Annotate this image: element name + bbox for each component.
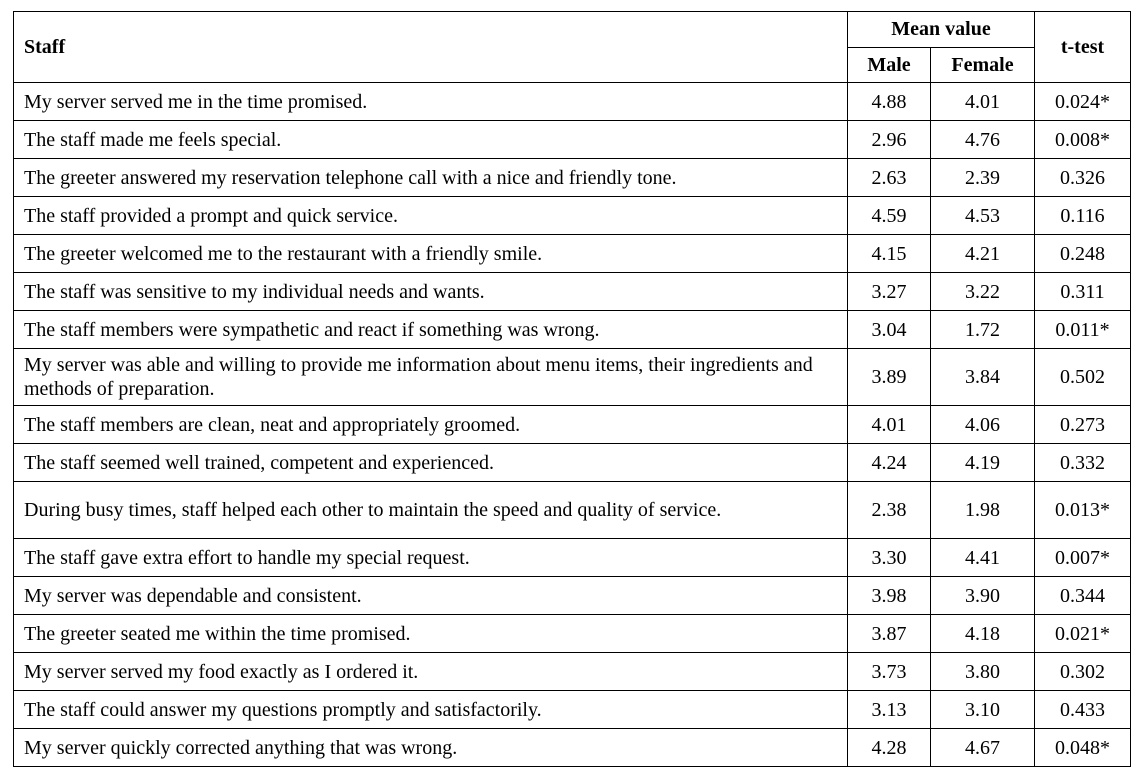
row-t-test: 0.007*	[1035, 539, 1131, 577]
row-item: The staff members are clean, neat and appropriately groomed.	[14, 406, 848, 444]
row-female: 4.67	[931, 729, 1035, 767]
row-item: The greeter seated me within the time promised.	[14, 615, 848, 653]
row-male: 3.98	[848, 577, 931, 615]
row-female: 4.19	[931, 444, 1035, 482]
row-item: The staff members were sympathetic and react if something was wrong.	[14, 311, 848, 349]
row-t-test: 0.502	[1035, 349, 1131, 406]
row-female: 4.06	[931, 406, 1035, 444]
header-female: Female	[931, 47, 1035, 83]
row-t-test: 0.048*	[1035, 729, 1131, 767]
row-male: 2.38	[848, 482, 931, 539]
row-t-test: 0.024*	[1035, 83, 1131, 121]
staff-mean-value-table	[13, 11, 1131, 767]
row-item: The staff made me feels special.	[14, 121, 848, 159]
row-female: 4.18	[931, 615, 1035, 653]
table-row	[14, 577, 1131, 615]
header-t-test: t-test	[1035, 12, 1131, 83]
row-item: My server quickly corrected anything that was wrong.	[14, 729, 848, 767]
row-male: 3.27	[848, 273, 931, 311]
row-male: 3.30	[848, 539, 931, 577]
table-row	[14, 273, 1131, 311]
table-row	[14, 83, 1131, 121]
header-mean-value: Mean value	[848, 12, 1035, 48]
row-item: My server was able and willing to provide me information about menu items, their ingredients and methods of preparation.	[14, 349, 848, 406]
header-staff: Staff	[14, 12, 848, 83]
row-t-test: 0.332	[1035, 444, 1131, 482]
row-item: The staff was sensitive to my individual needs and wants.	[14, 273, 848, 311]
row-female: 1.72	[931, 311, 1035, 349]
row-female: 4.76	[931, 121, 1035, 159]
row-t-test: 0.344	[1035, 577, 1131, 615]
row-female: 4.41	[931, 539, 1035, 577]
table-row	[14, 197, 1131, 235]
table-row	[14, 444, 1131, 482]
row-male: 2.96	[848, 121, 931, 159]
table-row	[14, 121, 1131, 159]
row-item: My server served my food exactly as I ordered it.	[14, 653, 848, 691]
row-t-test: 0.273	[1035, 406, 1131, 444]
row-item: The staff could answer my questions promptly and satisfactorily.	[14, 691, 848, 729]
row-female: 3.90	[931, 577, 1035, 615]
row-male: 4.15	[848, 235, 931, 273]
header-row-top	[14, 12, 1131, 48]
table-row	[14, 729, 1131, 767]
row-t-test: 0.326	[1035, 159, 1131, 197]
row-female: 1.98	[931, 482, 1035, 539]
row-item: The staff gave extra effort to handle my special request.	[14, 539, 848, 577]
row-male: 4.59	[848, 197, 931, 235]
row-male: 4.28	[848, 729, 931, 767]
row-t-test: 0.011*	[1035, 311, 1131, 349]
row-female: 3.22	[931, 273, 1035, 311]
table-row	[14, 349, 1131, 406]
row-female: 3.10	[931, 691, 1035, 729]
table-row	[14, 691, 1131, 729]
table-row	[14, 653, 1131, 691]
header-male: Male	[848, 47, 931, 83]
row-item: My server was dependable and consistent.	[14, 577, 848, 615]
table-row	[14, 539, 1131, 577]
table-body	[14, 83, 1131, 767]
table-row	[14, 235, 1131, 273]
row-male: 3.73	[848, 653, 931, 691]
row-t-test: 0.116	[1035, 197, 1131, 235]
row-female: 4.21	[931, 235, 1035, 273]
table-row	[14, 482, 1131, 539]
table-row	[14, 406, 1131, 444]
row-t-test: 0.013*	[1035, 482, 1131, 539]
row-item: The staff seemed well trained, competent and experienced.	[14, 444, 848, 482]
row-t-test: 0.302	[1035, 653, 1131, 691]
row-female: 4.53	[931, 197, 1035, 235]
row-female: 4.01	[931, 83, 1035, 121]
row-t-test: 0.248	[1035, 235, 1131, 273]
row-male: 4.24	[848, 444, 931, 482]
row-item: The greeter answered my reservation telephone call with a nice and friendly tone.	[14, 159, 848, 197]
row-male: 4.88	[848, 83, 931, 121]
table-row	[14, 615, 1131, 653]
row-male: 4.01	[848, 406, 931, 444]
row-female: 3.84	[931, 349, 1035, 406]
row-female: 3.80	[931, 653, 1035, 691]
row-t-test: 0.433	[1035, 691, 1131, 729]
row-male: 3.89	[848, 349, 931, 406]
row-t-test: 0.021*	[1035, 615, 1131, 653]
table-row	[14, 311, 1131, 349]
row-item: During busy times, staff helped each other to maintain the speed and quality of service.	[14, 482, 848, 539]
row-male: 3.13	[848, 691, 931, 729]
row-male: 2.63	[848, 159, 931, 197]
row-item: The staff provided a prompt and quick service.	[14, 197, 848, 235]
row-female: 2.39	[931, 159, 1035, 197]
table-header	[14, 12, 1131, 83]
row-male: 3.04	[848, 311, 931, 349]
row-item: The greeter welcomed me to the restaurant with a friendly smile.	[14, 235, 848, 273]
row-item: My server served me in the time promised.	[14, 83, 848, 121]
table-row	[14, 159, 1131, 197]
row-t-test: 0.008*	[1035, 121, 1131, 159]
row-t-test: 0.311	[1035, 273, 1131, 311]
row-male: 3.87	[848, 615, 931, 653]
